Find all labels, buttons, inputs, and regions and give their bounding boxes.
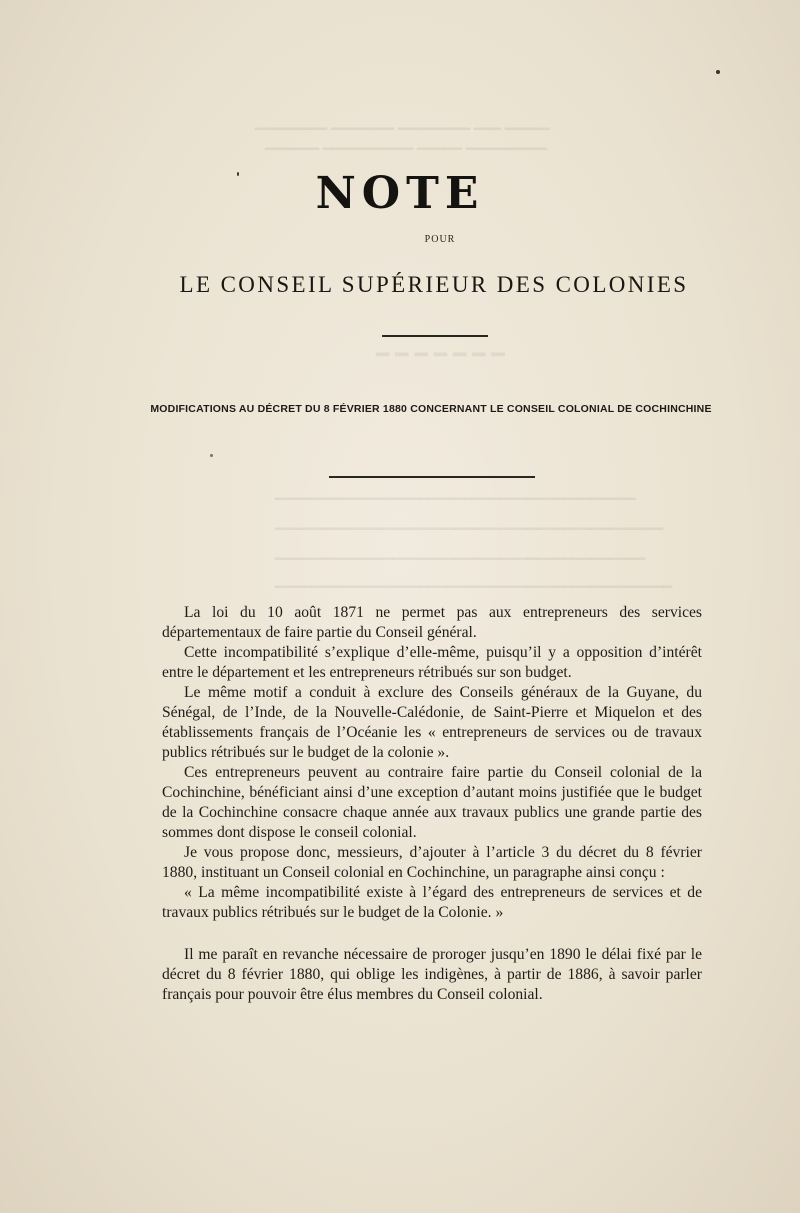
paragraph: Ces entrepreneurs peuvent au contraire faire partie du Conseil colonial de la Cochinchine, bénéficiant ainsi d’une exception d’autant moins justifiée que le budget de la Cochinchine consacre chaque année aux travaux publics une grande partie des sommes dont dispose le conseil colonial. (162, 764, 702, 841)
paragraph: Le même motif a conduit à exclure des Conseils généraux de la Guyane, du Sénégal, de l’Inde, de la Nouvelle-Calédonie, de Saint-Pierre et Miquelon et des établissements français de l’Océanie les « entrepreneurs de services ou de travaux publics rétribués sur le budget de la colonie ». (162, 684, 702, 761)
preposition: POUR (424, 234, 456, 245)
show-through-text: ━━━━━━━━━━━━━━━━━━━━━━━━━━━━━━━━━━━━━━━━ (275, 492, 637, 508)
ink-speck (716, 70, 720, 74)
paragraph: La loi du 10 août 1871 ne permet pas aux entrepreneurs des services départementaux de faire partie du Conseil général. (162, 604, 702, 641)
show-through-text: ━━━━━━━ (370, 342, 505, 367)
paragraph: Cette incompatibilité s’explique d’elle-même, puisqu’il y a opposition d’intérêt entre le département et les entrepreneurs rétribués sur son budget. (162, 644, 702, 681)
show-through-text: ━━━━━━━━━━━━━━━━━━━━━━━━━━━━━━━━━━━━━━━━━━━ (275, 522, 664, 538)
show-through-text: ━━━━━━━━━ ━━━━━ ━━━━━━━━━━ ━━━━━━ (265, 142, 548, 158)
quoted-paragraph: « La même incompatibilité existe à l’égard des entrepreneurs de services et de travaux publics rétribués sur le budget de la Colonie. » (162, 884, 702, 921)
ink-speck (210, 454, 213, 457)
page-title: NOTE (315, 168, 485, 219)
paragraph: Il me paraît en revanche nécessaire de proroger jusqu’en 1890 le délai fixé par le décret du 8 février 1880, qui oblige les indigènes, à partir de 1886, à savoir parler français pour pouvoir être élus membres du Conseil colonial. (162, 946, 702, 1003)
show-through-text: ━━━━━━━━━━━━━━━━━━━━━━━━━━━━━━━━━━━━━━━━━━━━ (275, 580, 673, 596)
paragraph: Je vous propose donc, messieurs, d’ajouter à l’article 3 du décret du 8 février 1880, instituant un Conseil colonial en Cochinchine, un paragraphe ainsi conçu : (162, 844, 702, 881)
show-through-text: ━━━━━━━━━━━━━━━━━━━━━━━━━━━━━━━━━━━━━━━━━ (275, 552, 646, 568)
body-text (162, 603, 702, 1005)
show-through-text: ━━━━━ ━━━ ━━━━━━━━ ━━━━━━━ ━━━━━━━━ (255, 122, 550, 138)
divider-rule (382, 335, 488, 337)
divider-rule (329, 476, 535, 478)
document-subtitle: MODIFICATIONS AU DÉCRET DU 8 FÉVRIER 1880 CONCERNANT LE CONSEIL COLONIAL DE COCHINCHINE (150, 403, 712, 415)
council-heading: LE CONSEIL SUPÉRIEUR DES COLONIES (179, 272, 689, 297)
